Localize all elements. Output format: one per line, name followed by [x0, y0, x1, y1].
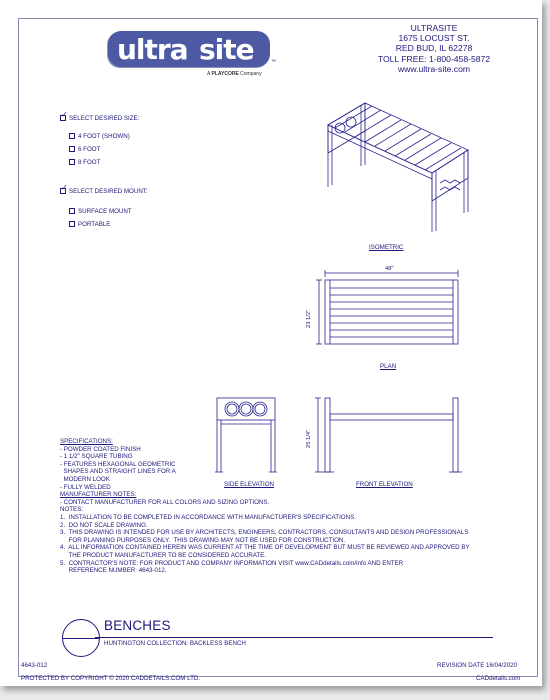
company-website[interactable]: www.ultra-site.com [397, 63, 471, 74]
note-line: REFERENCE NUMBER 4643-012. [60, 567, 167, 575]
plan-view [316, 270, 458, 344]
company-name: ULTRASITE [410, 23, 458, 33]
spec-line: MODERN LOOK [60, 475, 110, 483]
width-dimension-label: 48" [385, 266, 394, 272]
size-option-label: 8 FOOT [78, 159, 101, 166]
svg-text:ultra: ultra [117, 33, 188, 66]
note-line: 3. THIS DRAWING IS INTENDED FOR USE BY ARCHITECTS, ENGINEERS, CONTRACTORS, CONSULTANTS AND DESIGN PROFESSIONALS [60, 529, 469, 537]
note-line: 5. CONTRACTOR'S NOTE: FOR PRODUCT AND COMPANY INFORMATION VISIT www.CADdetails.com/info AND ENTER [60, 559, 404, 567]
manufacturer-notes-heading: MANUFACTURER NOTES: [60, 491, 137, 499]
note-line: THE PRODUCT MANUFACTURER TO BE CONSIDERED ACCURATE. [60, 551, 267, 559]
spec-line: - FEATURES HEXAGONAL GEOMETRIC [60, 460, 176, 468]
revision-date: REVISION DATE 16/04/2020 [437, 662, 518, 669]
logo-sub-prefix: A [207, 71, 212, 77]
spec-line: - 1 1/2" SQUARE TUBING [60, 453, 133, 461]
drawing-title: BENCHES [104, 618, 171, 633]
spec-line: - FULLY WELDED [60, 483, 111, 491]
company-city: RED BUD, IL 62278 [395, 43, 473, 54]
manufacturer-note-line: - CONTACT MANUFACTURER FOR ALL COLORS AND SIZING OPTIONS. [60, 498, 270, 506]
size-option-label: 4 FOOT (SHOWN) [78, 133, 130, 140]
note-line: 1. INSTALLATION TO BE COMPLETED IN ACCORDANCE WITH MANUFACTURER'S SPECIFICATIONS. [60, 513, 356, 521]
side-elevation-caption: SIDE ELEVATION [224, 481, 274, 488]
plan-caption: PLAN [380, 363, 397, 370]
size-heading-label: SELECT DESIRED SIZE: [69, 115, 140, 122]
title-circle-divider [62, 638, 100, 639]
mount-option-label: PORTABLE [78, 221, 111, 228]
isometric-view [328, 103, 468, 232]
size-option-label: 6 FOOT [78, 146, 101, 153]
company-phone: TOLL FREE: 1-800-458-5872 [377, 53, 491, 64]
notes-heading: NOTES: [60, 506, 84, 514]
copyright-notice: PROTECTED BY COPYRIGHT © 2020 CADDETAILS.COM LTD. [21, 675, 201, 682]
note-line: 4. ALL INFORMATION CONTAINED HEREIN WAS CURRENT AT THE TIME OF DEVELOPMENT BUT MUST BE REVIEWED AND APPROVED BY [60, 544, 470, 552]
specifications-heading: SPECIFICATIONS: [60, 438, 113, 445]
note-line: FOR PLANNING PURPOSES ONLY. THIS DRAWING MAY NOT BE USED FOR CONSTRUCTION. [60, 536, 346, 544]
depth-dimension-label: 23 1/2" [306, 309, 312, 328]
logo-sub-brand: PLAYCORE [211, 71, 239, 77]
drawing-subtitle: HUNTINGTON COLLECTION: BACKLESS BENCH [104, 640, 246, 647]
front-elevation-caption: FRONT ELEVATION [356, 481, 413, 488]
title-underline [95, 637, 493, 638]
logo-sub-suffix: Company [238, 71, 262, 77]
company-street: 1675 LOCUST ST. [398, 33, 470, 44]
caddetails-link[interactable]: CADdetails.com [476, 675, 521, 682]
spec-line: - POWDER COATED FINISH [60, 445, 141, 453]
spec-line: SHAPES AND STRAIGHT LINES FOR A [60, 468, 176, 476]
logo-tm: ™ [271, 59, 276, 65]
specifications-block [60, 438, 470, 575]
mount-option-label: SURFACE MOUNT [78, 208, 132, 215]
isometric-caption: ISOMETRIC [369, 244, 404, 251]
drawing-reference: 4643-012 [21, 662, 48, 669]
svg-text:site: site [199, 33, 254, 66]
mount-heading-label: SELECT DESIRED MOUNT: [69, 188, 148, 195]
note-line: 2. DO NOT SCALE DRAWING. [60, 521, 148, 529]
height-dimension-label: 25 1/4" [306, 429, 312, 448]
